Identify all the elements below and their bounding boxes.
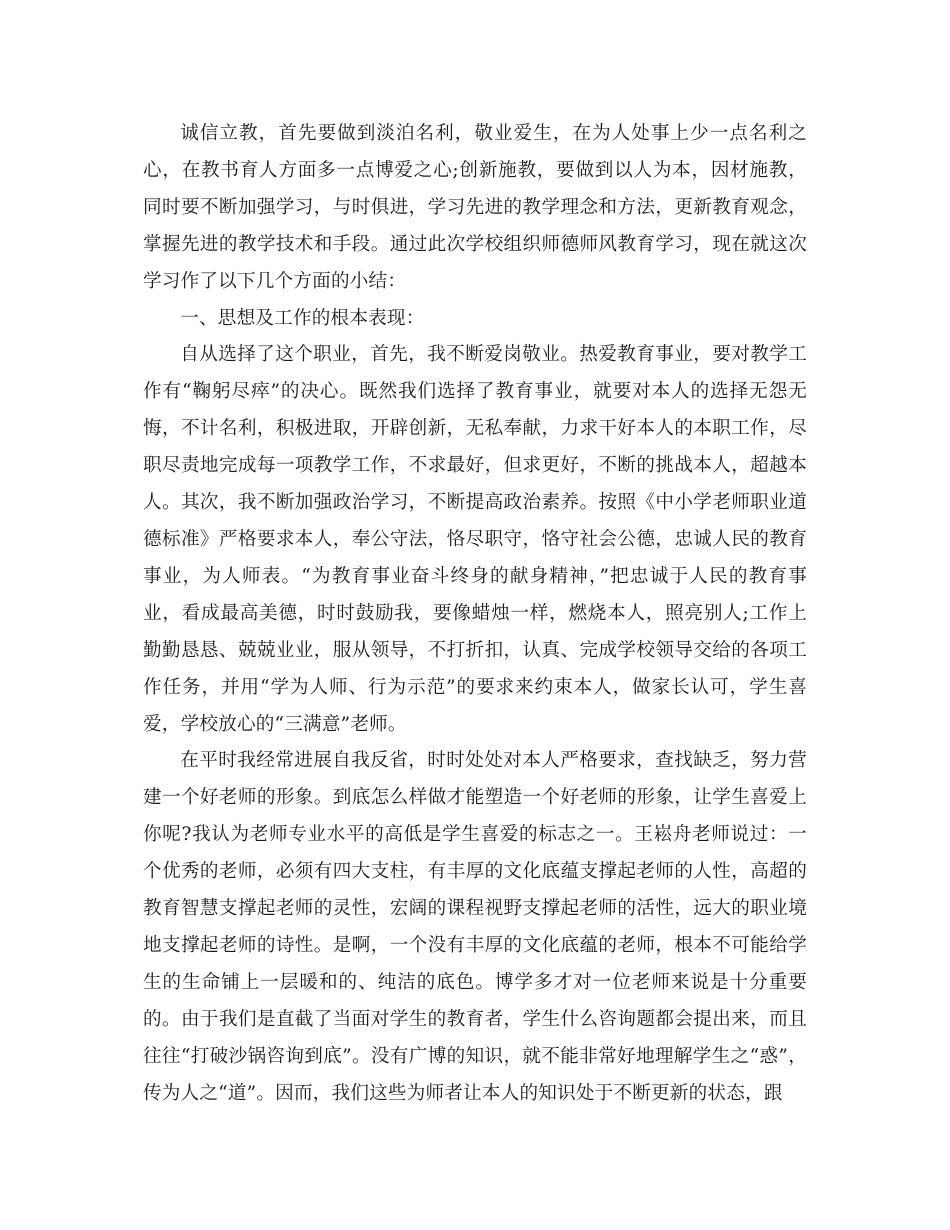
paragraph-dedication: 自从选择了这个职业，首先，我不断爱岗敬业。热爱教育事业，要对教学工作有“鞠躬尽瘁”的决心。既然我们选择了教育事业，就要对本人的选择无怨无悔，不计名利，积极进取，开辟创新，无私奉献，力求干好本人的本职工作，尽职尽责地完成每一项教学工作，不求最好，但求更好，不断的挑战本人，超越本人。其次，我不断加强政治学习，不断提高政治素养。按照《中小学老师职业道德标准》严格要求本人，奉公守法，恪尽职守，恪守社会公德，忠诚人民的教育事业，为人师表。“为教育事业奋斗终身的献身精神，”把忠诚于人民的教育事业，看成最高美德，时时鼓励我，要像蜡烛一样，燃烧本人，照亮别人;工作上勤勤恳恳、兢兢业业，服从领导，不打折扣，认真、完成学校领导交给的各项工作任务，并用“学为人师、行为示范”的要求来约束本人，做家长认可，学生喜爱，学校放心的“三满意”老师。 [143,344,807,735]
section-heading: 一、思想及工作的根本表现： [180,307,425,329]
paragraph-reflection: 在平时我经常进展自我反省，时时处处对本人严格要求，查找缺乏，努力营建一个好老师的形象。到底怎么样做才能塑造一个好老师的形象，让学生喜爱上你呢?我认为老师专业水平的高低是学生喜爱的标志之一。王崧舟老师说过：一个优秀的老师，必须有四大支柱，有丰厚的文化底蕴支撑起老师的人性，高超的教育智慧支撑起老师的灵性，宏阔的课程视野支撑起老师的活性，远大的职业境地支撑起老师的诗性。是啊，一个没有丰厚的文化底蕴的老师，根本不可能给学生的生命铺上一层暖和的、纯洁的底色。博学多才对一位老师来说是十分重要的。由于我们是直截了当面对学生的教育者，学生什么咨询题都会提出来，而且往往“打破沙锅咨询到底”。没有广博的知识，就不能非常好地理解学生之“惑”，传为人之“道”。因而，我们这些为师者让本人的知识处于不断更新的状态，跟 [143,750,807,1104]
document-body [143,116,807,1112]
paragraph-intro: 诚信立教，首先要做到淡泊名利，敬业爱生，在为人处事上少一点名利之心，在教书育人方面多一点博爱之心;创新施教，要做到以人为本，因材施教，同时要不断加强学习，与时俱进，学习先进的教学理念和方法，更新教育观念，掌握先进的教学技术和手段。通过此次学校组织师德师风教育学习，现在就这次学习作了以下几个方面的小结： [143,123,807,292]
